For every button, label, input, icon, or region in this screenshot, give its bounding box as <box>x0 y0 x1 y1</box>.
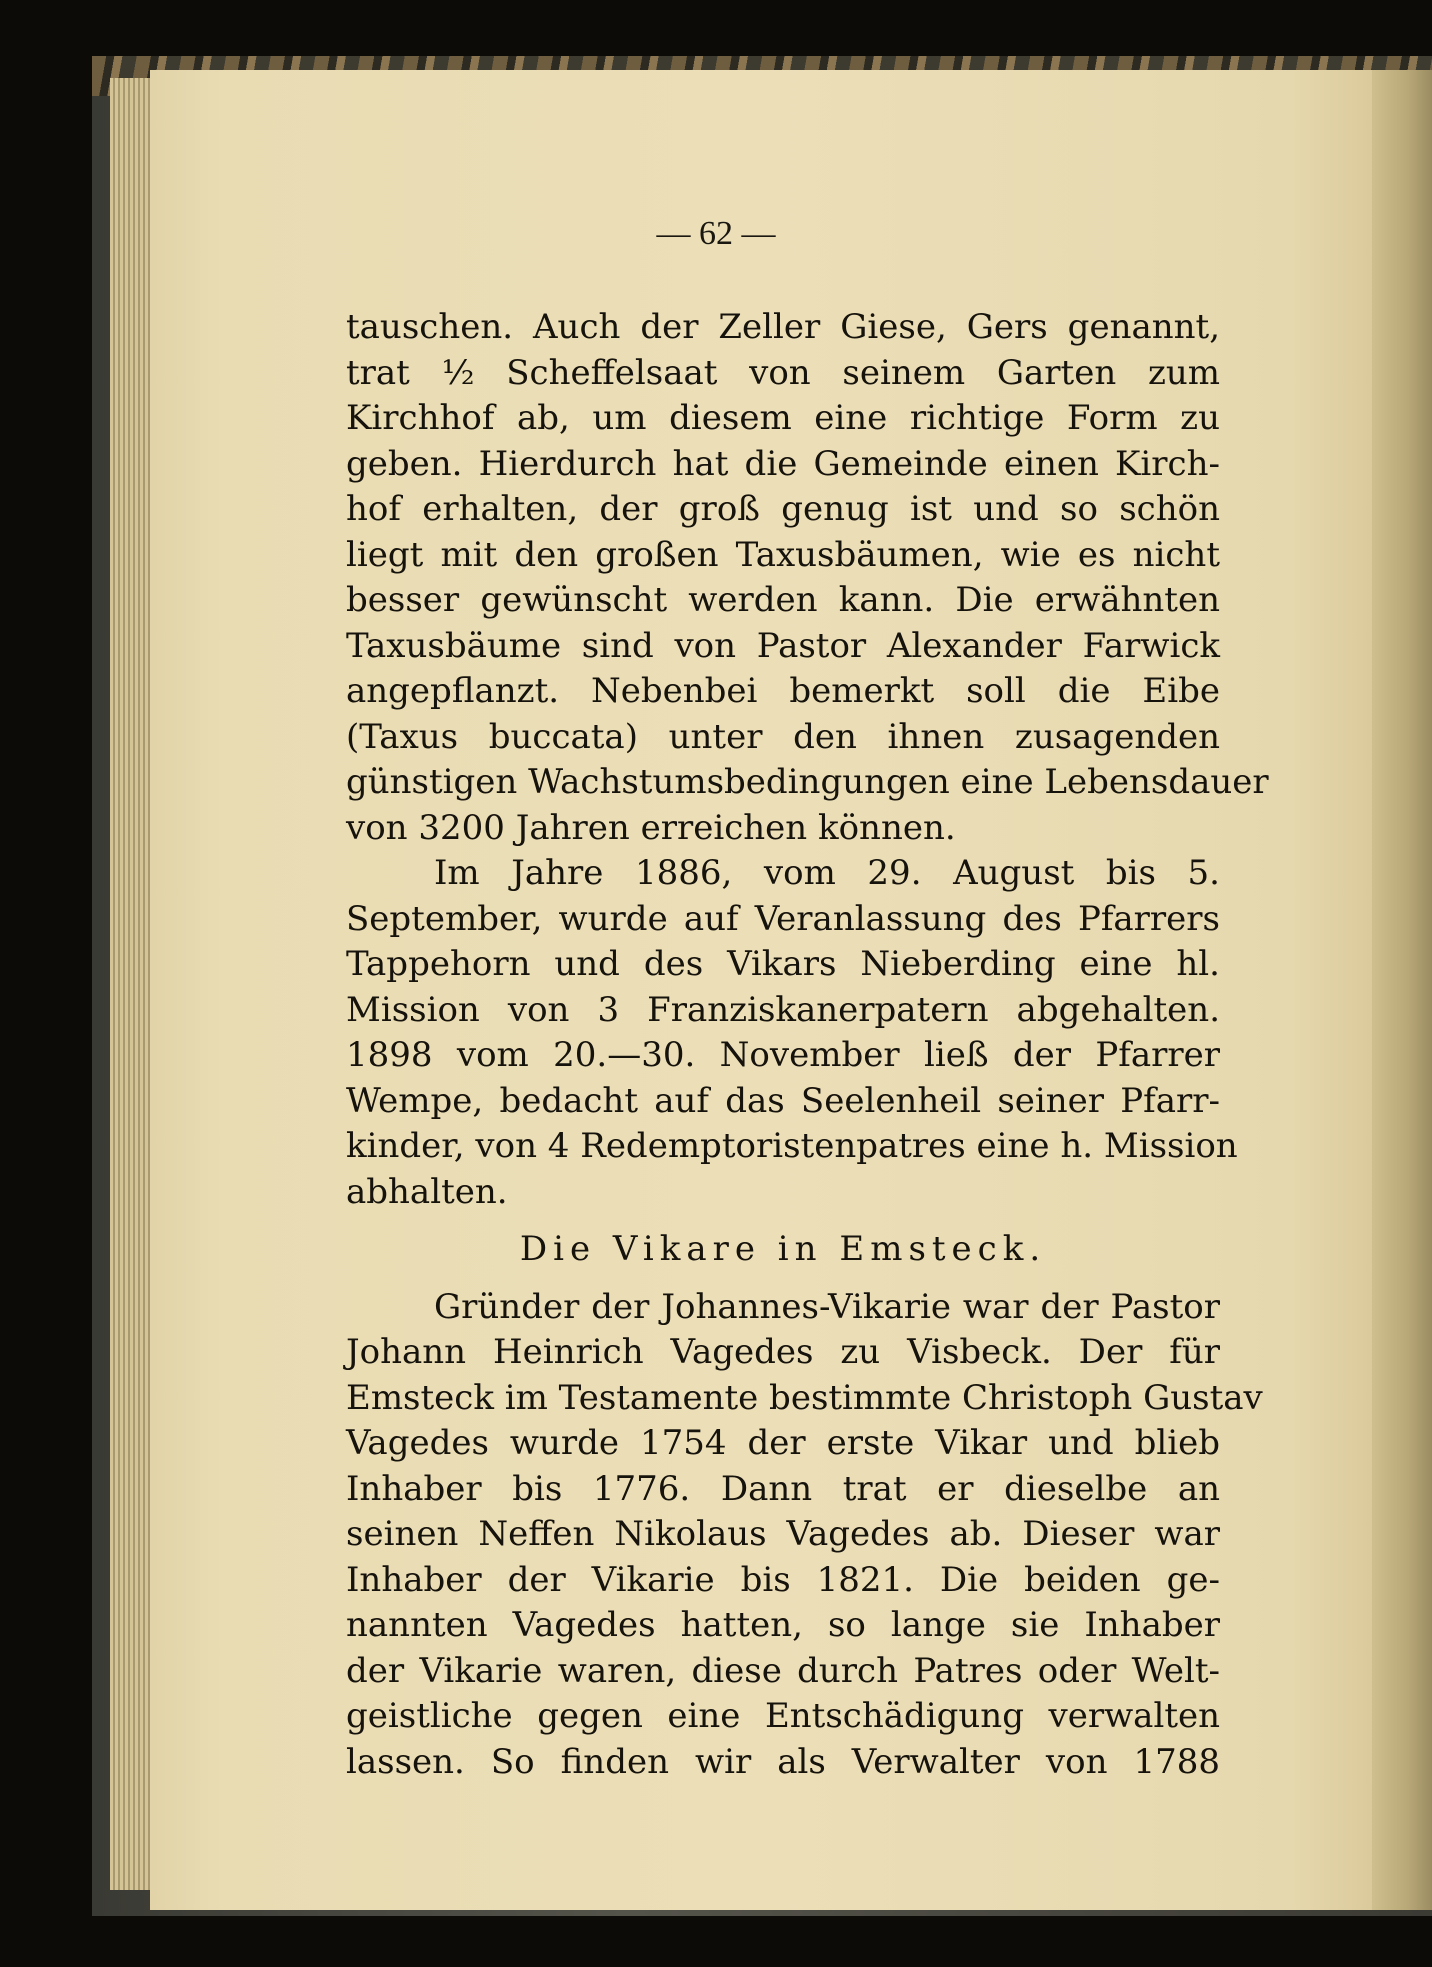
text-line: günstigen Wachstumsbedingungen eine Lebensdauer <box>346 762 1269 802</box>
text-line: Tappehorn und des Vikars Nieberding eine hl. <box>346 944 1220 984</box>
text-line: geistliche gegen eine Entschädigung verwalten <box>346 1696 1220 1736</box>
text-line: Vagedes wurde 1754 der erste Vikar und blieb <box>346 1423 1220 1463</box>
text-line: Wempe, bedacht auf das Seelenheil seiner Pfarr- <box>346 1080 1220 1121</box>
text-line: Mission von 3 Franziskanerpatern abgehalten. <box>346 989 1220 1030</box>
text-line: Taxusbäume sind von Pastor Alexander Farwick <box>346 625 1220 666</box>
text-line: September, wurde auf Veranlassung des Pfarrers <box>346 898 1220 939</box>
text-line: Inhaber bis 1776. Dann trat er dieselbe an <box>346 1468 1220 1509</box>
text-line: liegt mit den großen Taxusbäumen, wie es nicht <box>346 534 1220 575</box>
text-line: besser gewünscht werden kann. Die erwähnten <box>346 580 1220 620</box>
text-line: angepflanzt. Nebenbei bemerkt soll die Eibe <box>346 671 1220 711</box>
text-line: abhalten. <box>346 1171 508 1212</box>
text-line: seinen Neffen Nikolaus Vagedes ab. Dieser war <box>346 1514 1220 1554</box>
text-line: Johann Heinrich Vagedes zu Visbeck. Der für <box>346 1332 1220 1372</box>
text-line: Gründer der Johannes-Vikarie war der Pastor <box>434 1286 1220 1327</box>
text-line: 1898 vom 20.—30. November ließ der Pfarrer <box>346 1035 1220 1075</box>
text-line: von 3200 Jahren erreichen können. <box>346 807 956 848</box>
text-line: kinder, von 4 Redemptoristenpatres eine h. Mission <box>346 1126 1238 1166</box>
paragraph-2 <box>346 851 1238 1215</box>
text-line: (Taxus buccata) unter den ihnen zusagenden <box>346 716 1220 757</box>
paragraph-3 <box>346 1285 1263 1786</box>
text-line: Im Jahre 1886, vom 29. August bis 5. <box>434 853 1220 893</box>
text-line: hof erhalten, der groß genug ist und so schön <box>346 489 1220 529</box>
page-gutter <box>1372 70 1432 1910</box>
text-line: nannten Vagedes hatten, so lange sie Inhaber <box>346 1605 1220 1645</box>
paragraph-1 <box>346 305 1269 851</box>
section-heading: Die Vikare in Emsteck. <box>519 1229 1047 1269</box>
page-text <box>346 305 1269 1785</box>
text-line: Kirchhof ab, um diesem eine richtige Form zu <box>346 398 1220 438</box>
text-line: Inhaber der Vikarie bis 1821. Die beiden ge- <box>346 1559 1220 1600</box>
page-number: — 62 — <box>656 215 776 252</box>
text-line: geben. Hierdurch hat die Gemeinde einen Kirch- <box>346 443 1220 484</box>
text-line: tauschen. Auch der Zeller Giese, Gers genannt, <box>346 307 1220 347</box>
text-line: trat ½ Scheffelsaat von seinem Garten zum <box>346 352 1220 393</box>
text-line: lassen. So finden wir als Verwalter von 1788 <box>346 1741 1220 1782</box>
text-line: der Vikarie waren, diese durch Patres oder Welt- <box>346 1650 1220 1691</box>
text-line: Emsteck im Testamente bestimmte Christoph Gustav <box>346 1377 1263 1418</box>
